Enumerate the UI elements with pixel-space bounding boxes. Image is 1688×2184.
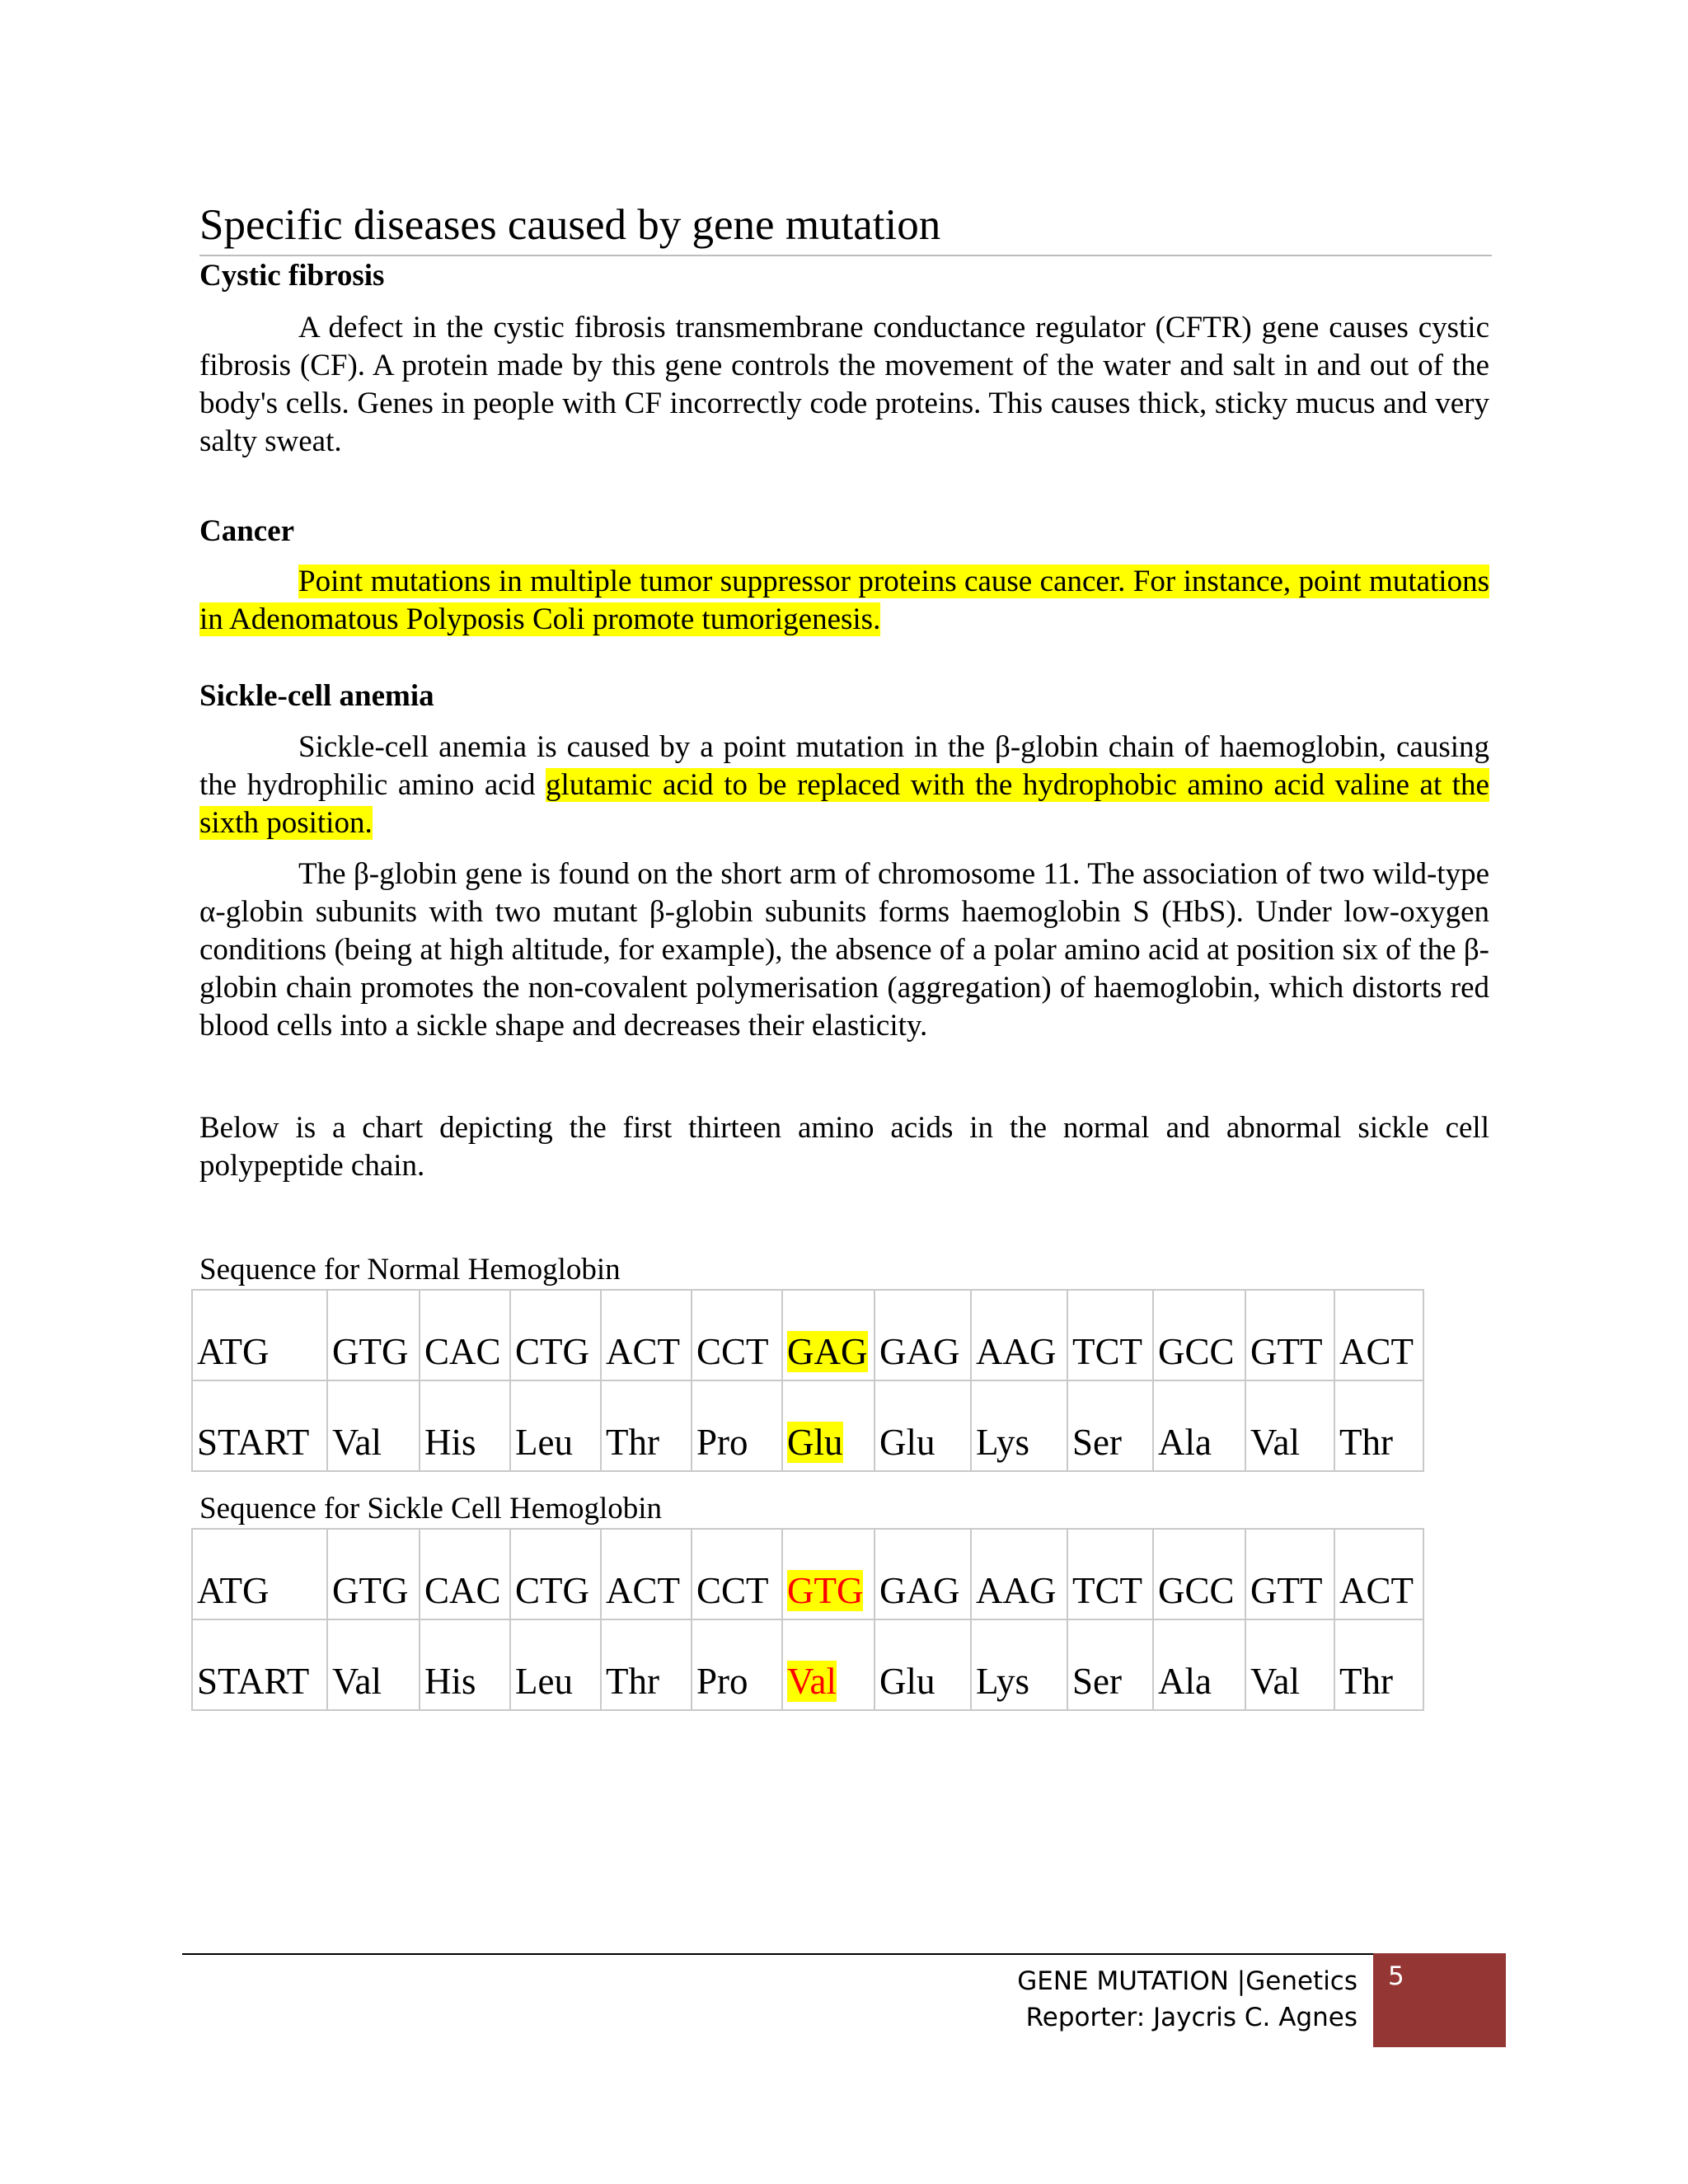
chart-intro-paragraph: Below is a chart depicting the first thirteen amino acids in the normal and abnormal sickle cell polypeptide chain. [199,1111,1489,1183]
normal-sequence-caption: Sequence for Normal Hemoglobin [199,1253,621,1286]
sickle-codon-cell [420,1529,510,1619]
normal-amino-cell [327,1380,420,1471]
sickle-codon-cell [1067,1529,1153,1619]
normal-amino-cell [1153,1380,1245,1471]
footer-rule [182,1953,1506,1955]
sickle-amino-cell [420,1619,510,1710]
normal-amino-cell [1067,1380,1153,1471]
normal-codon-text: GCC [1158,1331,1235,1372]
sickle-amino-cell [971,1619,1067,1710]
sickle-amino-text: Ala [1158,1661,1212,1702]
cancer-heading: Cancer [199,514,295,548]
sickle-sequence-table [191,1528,1424,1711]
sickle-codon-cell [782,1529,874,1619]
sickle-amino-cell [1153,1619,1245,1710]
sickle-amino-cell [510,1619,601,1710]
sickle-amino-text: His [424,1661,476,1702]
normal-codon-cell [420,1290,510,1380]
sickle-cell-paragraph-2: The β-globin gene is found on the short arm of chromosome 11. The association of two wild-type α-globin subunits with two mutant β-globin subunits forms haemoglobin S (HbS). Under low-oxygen conditions (being at high altitude, for example), the absence of a polar amino acid at position six of the β-globin chain promotes the non-covalent polymerisation (aggregation) of haemoglobin, which distorts red blood cells into a sickle shape and decreases their elasticity. [199,857,1489,1043]
sickle-amino-cell [1067,1619,1153,1710]
normal-codon-cell [782,1290,874,1380]
sickle-codon-cell [1153,1529,1245,1619]
sickle-amino-text: Leu [515,1661,573,1702]
sickle-cell-highlighted-text: glutamic acid to be replaced with the hydrophobic amino acid valine at the sixth position. [199,768,1489,840]
sickle-codon-text: GCC [1158,1570,1235,1611]
normal-amino-text: Glu [787,1422,843,1463]
normal-amino-text: Thr [1339,1422,1393,1463]
footer-reporter: Reporter: Jaycris C. Agnes [1025,2003,1357,2032]
sickle-amino-cell [192,1619,327,1710]
normal-codon-cell [327,1290,420,1380]
normal-sequence-table [191,1289,1424,1472]
title-underline [199,255,1492,256]
sickle-codon-text: ACT [1339,1570,1414,1611]
normal-codon-cell [1067,1290,1153,1380]
footer-title: GENE MUTATION |Genetics [1017,1966,1357,1996]
normal-amino-cell [692,1380,782,1471]
sickle-codon-text: ATG [197,1570,270,1611]
sickle-codon-text: GTG [787,1570,864,1611]
normal-amino-cell [874,1380,971,1471]
cystic-fibrosis-paragraph: A defect in the cystic fibrosis transmembrane conductance regulator (CFTR) gene causes cystic fibrosis (CF). A protein made by this gene controls the movement of the water and salt in and out of the body's cells. Genes in people with CF incorrectly code proteins. This causes thick, sticky mucus and very salty sweat. [199,311,1489,458]
sickle-amino-text: Val [787,1661,837,1702]
cancer-paragraph [199,563,1489,639]
normal-codon-text: ACT [1339,1331,1414,1372]
normal-amino-text: Ser [1072,1422,1122,1463]
normal-amino-text: His [424,1422,476,1463]
normal-amino-cell [1245,1380,1334,1471]
normal-codon-text: CAC [424,1331,501,1372]
sickle-codon-cell [327,1529,420,1619]
page-number: 5 [1373,1953,1506,2047]
sickle-cell-paragraph-1 [199,729,1489,842]
sickle-sequence-caption: Sequence for Sickle Cell Hemoglobin [199,1492,663,1526]
normal-amino-cell [601,1380,692,1471]
normal-codon-text: GAG [787,1331,868,1372]
sickle-codon-text: CAC [424,1570,501,1611]
normal-amino-cell [782,1380,874,1471]
normal-amino-cell [510,1380,601,1471]
normal-amino-row [192,1380,1423,1471]
normal-amino-text: START [197,1422,310,1463]
normal-codon-cell [1334,1290,1423,1380]
sickle-cell-heading: Sickle-cell anemia [199,679,434,713]
normal-codon-cell [510,1290,601,1380]
sickle-codon-text: CTG [515,1570,589,1611]
sickle-codon-text: GAG [879,1570,960,1611]
sickle-codon-text: GTG [332,1570,409,1611]
sickle-amino-cell [327,1619,420,1710]
normal-codon-text: GAG [879,1331,960,1372]
sickle-amino-text: Thr [1339,1661,1393,1702]
sickle-codon-text: ACT [606,1570,680,1611]
normal-amino-text: Val [1250,1422,1300,1463]
normal-amino-text: Glu [879,1422,935,1463]
normal-codon-text: CCT [696,1331,769,1372]
sickle-codon-cell [1334,1529,1423,1619]
normal-amino-text: Pro [696,1422,748,1463]
sickle-codon-cell [601,1529,692,1619]
sickle-amino-text: Thr [606,1661,659,1702]
sickle-codon-cell [510,1529,601,1619]
sickle-amino-text: Ser [1072,1661,1122,1702]
normal-codon-cell [1245,1290,1334,1380]
sickle-amino-cell [1334,1619,1423,1710]
normal-codon-text: GTG [332,1331,409,1372]
sickle-codon-cell [874,1529,971,1619]
normal-codon-text: ATG [197,1331,270,1372]
sickle-codon-row [192,1529,1423,1619]
normal-amino-cell [1334,1380,1423,1471]
page-title: Specific diseases caused by gene mutation [199,201,941,249]
normal-amino-text: Ala [1158,1422,1212,1463]
normal-codon-cell [192,1290,327,1380]
sickle-amino-text: Val [1250,1661,1300,1702]
sickle-amino-text: Val [332,1661,382,1702]
sickle-amino-cell [692,1619,782,1710]
normal-codon-text: GTT [1250,1331,1323,1372]
sickle-amino-text: START [197,1661,310,1702]
sickle-codon-cell [192,1529,327,1619]
normal-codon-text: TCT [1072,1331,1142,1372]
sickle-amino-cell [782,1619,874,1710]
normal-codon-cell [874,1290,971,1380]
cancer-highlighted-text: Point mutations in multiple tumor suppressor proteins cause cancer. For instance, point mutations in Adenomatous Polyposis Coli promote tumorigenesis. [199,565,1489,636]
sickle-codon-text: AAG [976,1570,1057,1611]
sickle-amino-cell [1245,1619,1334,1710]
normal-codon-cell [1153,1290,1245,1380]
normal-amino-cell [192,1380,327,1471]
sickle-amino-text: Pro [696,1661,748,1702]
normal-amino-text: Val [332,1422,382,1463]
sickle-amino-text: Glu [879,1661,935,1702]
normal-codon-text: AAG [976,1331,1057,1372]
normal-amino-text: Lys [976,1422,1030,1463]
sickle-codon-text: TCT [1072,1570,1142,1611]
sickle-amino-text: Lys [976,1661,1030,1702]
normal-codon-cell [692,1290,782,1380]
sickle-codon-cell [1245,1529,1334,1619]
normal-codon-cell [971,1290,1067,1380]
sickle-codon-cell [971,1529,1067,1619]
normal-codon-text: CTG [515,1331,589,1372]
normal-codon-row [192,1290,1423,1380]
normal-amino-cell [420,1380,510,1471]
sickle-codon-cell [692,1529,782,1619]
normal-amino-text: Leu [515,1422,573,1463]
sickle-cell-plain-text: Sickle-cell anemia is caused by a point mutation in the β-globin chain of haemoglobin, causing the hydrophilic amino acid [199,730,1489,802]
sickle-codon-text: GTT [1250,1570,1323,1611]
cystic-fibrosis-heading: Cystic fibrosis [199,259,385,293]
normal-codon-text: ACT [606,1331,680,1372]
normal-codon-cell [601,1290,692,1380]
normal-amino-text: Thr [606,1422,659,1463]
sickle-amino-row [192,1619,1423,1710]
normal-amino-cell [971,1380,1067,1471]
sickle-amino-cell [874,1619,971,1710]
sickle-codon-text: CCT [696,1570,769,1611]
sickle-amino-cell [601,1619,692,1710]
